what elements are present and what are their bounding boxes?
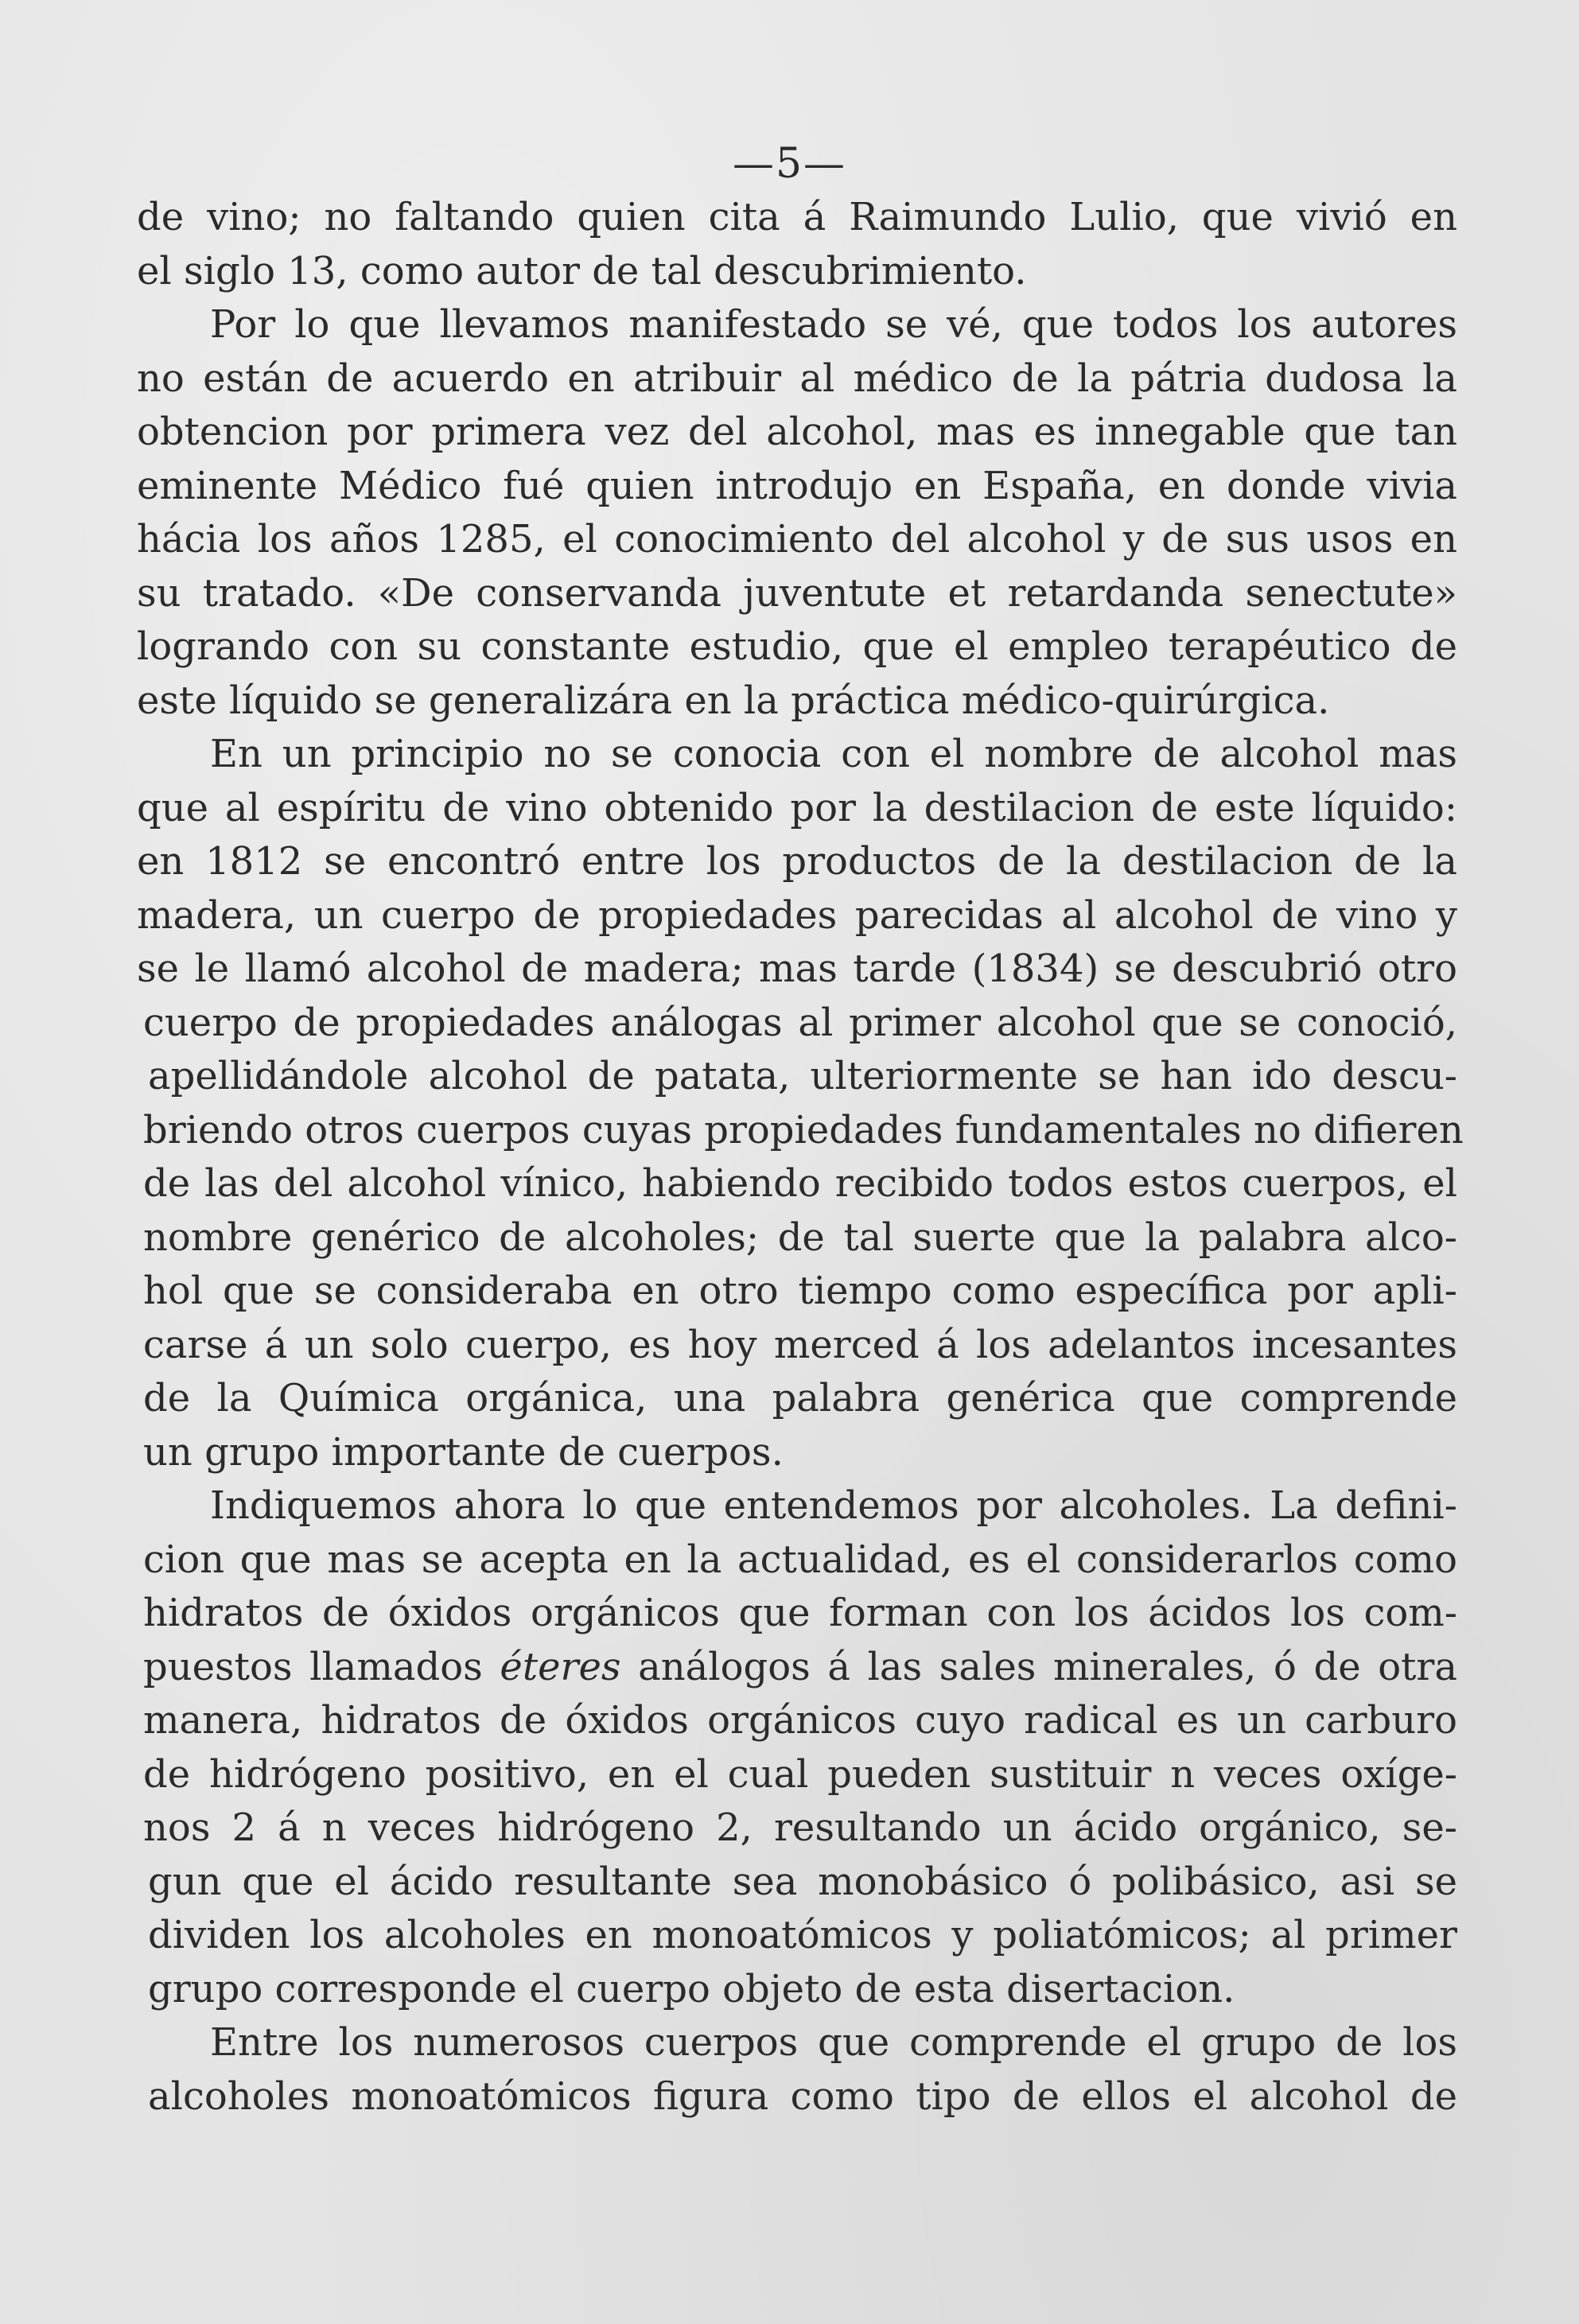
text-line: apellidándole alcohol de patata, ulteriormente se han ido descu- — [148, 1054, 1457, 1098]
text-line: Indiquemos ahora lo que entendemos por alcoholes. La defini- — [210, 1483, 1457, 1528]
text-line: En un principio no se conocia con el nombre de alcohol mas — [210, 732, 1457, 776]
text-line: nombre genérico de alcoholes; de tal suerte que la palabra alco- — [143, 1214, 1457, 1260]
page-number: —5— — [732, 140, 847, 188]
text-line: se le llamó alcohol de madera; mas tarde (1834) se descubrió otro — [137, 946, 1457, 991]
text-line: puestos llamados éteres análogos á las sales minerales, ó de otra — [143, 1644, 1457, 1689]
text-line: de vino; no faltando quien cita á Raimundo Lulio, que vivió en — [137, 195, 1457, 239]
italic-term: éteres — [500, 1644, 621, 1689]
text-line: obtencion por primera vez del alcohol, mas es innegable que tan — [137, 410, 1457, 454]
text-line: hidratos de óxidos orgánicos que forman con los ácidos los com- — [143, 1591, 1457, 1635]
text-line: no están de acuerdo en atribuir al médico de la pátria dudosa la — [137, 356, 1457, 401]
text-line: dividen los alcoholes en monoatómicos y poliatómicos; al primer — [148, 1913, 1457, 1957]
text-line: este líquido se generalizára en la práctica médico-quirúrgica. — [137, 678, 1330, 723]
text-line: su tratado. «De conservanda juventute et retardanda senectute» — [137, 570, 1457, 616]
text-line: nos 2 á n veces hidrógeno 2, resultando un ácido orgánico, se- — [143, 1805, 1457, 1850]
text-line: de la Química orgánica, una palabra genérica que comprende — [143, 1376, 1457, 1420]
text-line: hácia los años 1285, el conocimiento del alcohol y de sus usos en — [137, 517, 1457, 562]
text-line: madera, un cuerpo de propiedades parecidas al alcohol de vino y — [137, 892, 1457, 938]
text-line: grupo corresponde el cuerpo objeto de esta disertacion. — [148, 1966, 1235, 2011]
text-line: cion que mas se acepta en la actualidad, es el considerarlos como — [143, 1537, 1457, 1582]
text-line: de las del alcohol vínico, habiendo recibido todos estos cuerpos, el — [143, 1161, 1457, 1206]
text-line: logrando con su constante estudio, que el empleo terapéutico de — [137, 624, 1457, 669]
text-line: alcoholes monoatómicos figura como tipo de ellos el alcohol de — [148, 2073, 1457, 2119]
text-line: que al espíritu de vino obtenido por la destilacion de este líquido: — [137, 785, 1457, 830]
text-line: briendo otros cuerpos cuyas propiedades fundamentales no difieren — [143, 1107, 1464, 1152]
text-line: manera, hidratos de óxidos orgánicos cuyo radical es un carburo — [143, 1698, 1457, 1743]
text-line: carse á un solo cuerpo, es hoy merced á los adelantos incesantes — [143, 1322, 1457, 1367]
text-line: de hidrógeno positivo, en el cual pueden sustituir n veces oxíge- — [143, 1751, 1457, 1797]
text-line: Entre los numerosos cuerpos que comprende el grupo de los — [210, 2020, 1457, 2065]
text-line: hol que se consideraba en otro tiempo como específica por apli- — [143, 1269, 1457, 1313]
body-text — [137, 191, 1464, 2124]
text-line: en 1812 se encontró entre los productos de la destilacion de la — [137, 839, 1457, 884]
text-line: el siglo 13, como autor de tal descubrimiento. — [137, 248, 1027, 293]
text-line: cuerpo de propiedades análogas al primer alcohol que se conoció, — [143, 1000, 1457, 1045]
text-line: eminente Médico fué quien introdujo en España, en donde vivia — [137, 463, 1457, 508]
text-line: gun que el ácido resultante sea monobásico ó polibásico, asi se — [148, 1859, 1457, 1904]
text-line: Por lo que llevamos manifestado se vé, que todos los autores — [210, 302, 1457, 347]
text-line: un grupo importante de cuerpos. — [143, 1429, 784, 1475]
